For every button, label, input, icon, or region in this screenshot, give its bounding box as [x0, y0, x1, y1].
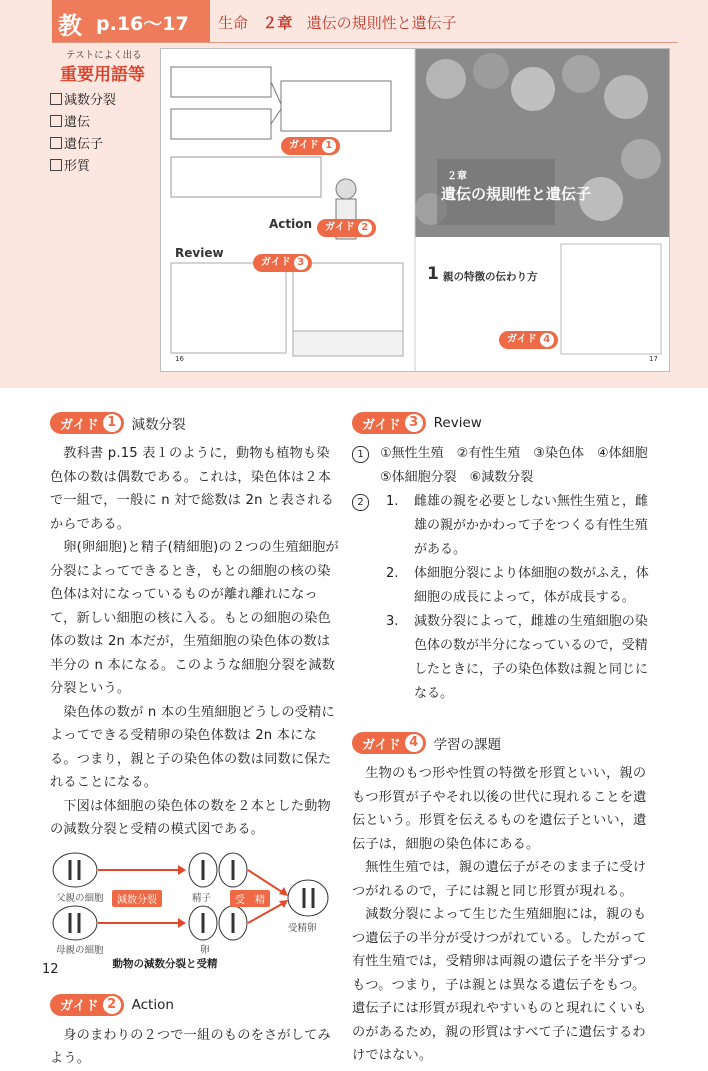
- review-item: 1. 雌雄の親を必要としない無性生殖と，雌雄の親がかかわって子をつくる有性生殖がある。: [386, 494, 649, 557]
- keyword-item: 遺伝子: [50, 134, 116, 156]
- spread-action-label: Action: [269, 217, 313, 231]
- spread-illustration: [161, 49, 669, 371]
- chapter-title: 遺伝の規則性と遺伝子: [306, 14, 457, 32]
- guide3-badge: ガイド 3: [352, 412, 426, 434]
- keywords-caption: テストによく出る: [66, 50, 142, 61]
- unit-label: 生命: [218, 14, 249, 32]
- spread-guide-badge-2: ガイド 2: [317, 219, 376, 237]
- page-number: 12: [42, 962, 59, 977]
- review-q1-line: ⑤体細胞分裂 ⑥減数分裂: [380, 470, 534, 485]
- left-column: [50, 410, 340, 1071]
- guide4-paragraph: 減数分裂によって生じた生殖細胞には，親のもつ遺伝子の半分が受けつがれている。したがって有性生殖では，受精卵は両親の遺伝子を半分ずつもつ。つまり，子は親とは異なる遺伝子をもつ。遺伝子には形質が現れやすいものと現れにくいものがあるため，親の形質はすべて子に遺伝するわけではない。: [352, 907, 647, 1063]
- spread-section-title: 親の特徴の伝わり方: [443, 271, 538, 283]
- right-column: [352, 410, 658, 1068]
- meiosis-tag: 減数分裂: [112, 890, 162, 907]
- guide2-badge: ガイド 2: [50, 994, 124, 1016]
- guide1-paragraph: 下図は体細胞の染色体の数を２本とした動物の減数分裂と受精の模式図である。: [50, 798, 331, 837]
- spread-guide-badge-3: ガイド 3: [253, 254, 312, 272]
- header-rule: [52, 42, 678, 43]
- father-cell-label: 父親の細胞: [56, 892, 104, 904]
- guide3-heading: [352, 410, 658, 436]
- guide4-badge: ガイド 4: [352, 732, 426, 754]
- review-item: 3. 減数分裂によって，雌雄の生殖細胞の染色体の数が半分になっているので，受精したときに，子の染色体数は親と同じになる。: [386, 614, 649, 701]
- checkbox-icon: [50, 93, 62, 105]
- guide1-title: 減数分裂: [131, 417, 186, 433]
- zygote-label: 受精卵: [288, 922, 317, 934]
- chapter-number: ２章: [262, 14, 293, 32]
- review-q1: [352, 442, 658, 490]
- guide4-title: 学習の課題: [433, 737, 502, 753]
- guide2-text: 身のまわりの２つで一組のものをさがしてみよう。: [50, 1027, 331, 1066]
- guide3-title: Review: [433, 415, 482, 431]
- chapter-heading: [218, 12, 457, 33]
- guide1-badge: ガイド 1: [50, 412, 124, 434]
- page-range: p.16〜17: [96, 13, 189, 35]
- spread-chapter-heading: 遺伝の規則性と遺伝子: [441, 185, 592, 203]
- spread-review-label: Review: [175, 246, 224, 260]
- keyword-item: 形質: [50, 156, 116, 178]
- egg-label: 卵: [200, 944, 210, 956]
- guide1-paragraph: 教科書 p.15 表１のように，動物も植物も染色体の数は偶数である。これは，染色体は２本で一組で，一般に n 対で総数は 2n と表されるからである。: [50, 446, 334, 532]
- q1-number: 1: [352, 446, 369, 463]
- guide1-heading: [50, 410, 340, 436]
- meiosis-diagram: [50, 848, 340, 970]
- keyword-item: 減数分裂: [50, 90, 116, 112]
- textbook-spread-thumbnail: [160, 48, 670, 372]
- fertilization-tag: 受 精: [230, 890, 270, 907]
- guide4-paragraph: 無性生殖では，親の遺伝子がそのまま子に受けつがれるので，子には親と同じ形質が現れる。: [352, 860, 647, 899]
- guide1-paragraph: 卵(卵細胞)と精子(精細胞)の２つの生殖細胞が分裂によってできるとき，もとの細胞の核の染色体は対になっているものが離れ離れになって，新しい細胞の核に入る。もとの細胞の染色体の数は 2n 本だが，生殖細胞の染色体の数は半分の n 本になる。このような細胞分裂を減数分裂という。: [50, 540, 339, 696]
- q2-number: 2: [352, 494, 369, 511]
- checkbox-icon: [50, 159, 62, 171]
- diagram-caption: 動物の減数分裂と受精: [112, 957, 218, 970]
- guide4-heading: [352, 730, 658, 756]
- checkbox-icon: [50, 137, 62, 149]
- review-item: 2. 体細胞分裂により体細胞の数がふえ，体細胞の成長によって，体が成長する。: [386, 566, 649, 605]
- review-q1-line: ①無性生殖 ②有性生殖 ③染色体 ④体細胞: [380, 446, 648, 461]
- spread-guide-badge-4: ガイド 4: [499, 331, 558, 349]
- keywords-title: 重要用語等: [60, 65, 145, 85]
- checkbox-icon: [50, 115, 62, 127]
- keyword-item: 遺伝: [50, 112, 116, 134]
- mother-cell-label: 母親の細胞: [56, 944, 104, 956]
- spread-chapter-number: ２章: [447, 171, 467, 182]
- sperm-label: 精子: [192, 892, 212, 904]
- spread-section-number: 1: [427, 264, 439, 284]
- spread-guide-badge-1: ガイド 1: [281, 137, 340, 155]
- guide2-title: Action: [131, 996, 174, 1013]
- spread-page-right: 17: [649, 355, 658, 363]
- guide4-paragraph: 生物のもつ形や性質の特徴を形質といい，親のもつ形質が子やそれ以後の世代に現れることを遺伝という。形質を伝えるものを遺伝子といい，遺伝子は，細胞の染色体にある。: [352, 766, 647, 852]
- spread-page-left: 16: [175, 355, 184, 363]
- keywords-list: [50, 90, 116, 178]
- textbook-mark: 教: [58, 12, 82, 40]
- review-q2: [352, 490, 658, 706]
- guide2-heading: [50, 992, 340, 1018]
- guide1-paragraph: 染色体の数が n 本の生殖細胞どうしの受精によってできる受精卵の染色体数は 2n 本になる。つまり，親と子の染色体の数は同数に保たれることになる。: [50, 704, 335, 790]
